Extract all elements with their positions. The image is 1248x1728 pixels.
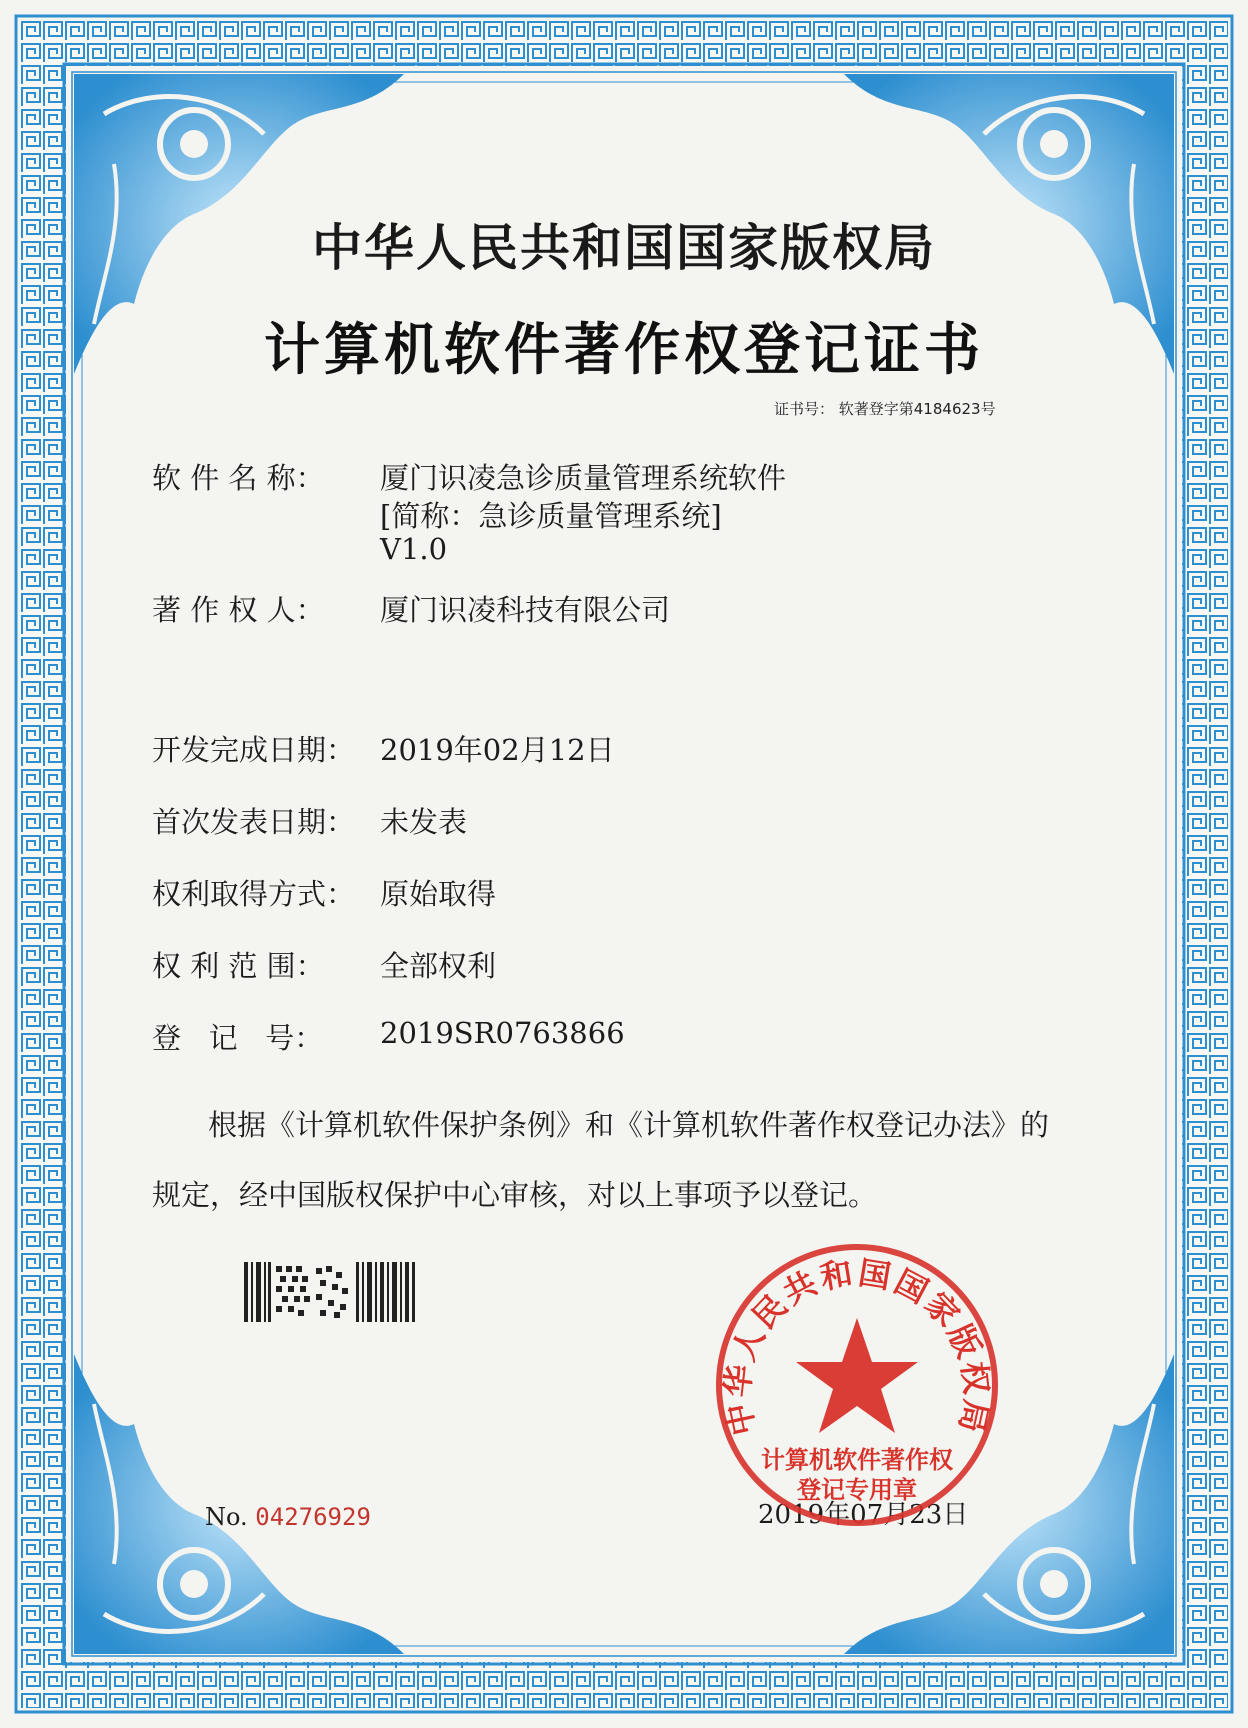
completion-date-label: 开发完成日期：: [152, 733, 356, 767]
completion-date-value: 2019年02月12日: [380, 733, 615, 767]
scope-value: 全部权利: [380, 949, 497, 983]
statement-line-1: 根据《计算机软件保护条例》和《计算机软件著作权登记办法》的: [208, 1108, 1050, 1142]
registration-number-label: 登 记 号：: [152, 1021, 324, 1055]
owner-label: 著 作 权 人：: [152, 593, 325, 627]
scope-label: 权 利 范 围：: [152, 949, 325, 983]
certificate-title: 计算机软件著作权登记证书: [264, 318, 984, 383]
registration-number-value: 2019SR0763866: [380, 1016, 625, 1050]
official-seal: [712, 1240, 1002, 1530]
software-name-value: 厦门识凌急诊质量管理系统软件: [380, 461, 787, 495]
statement-line-2: 规定，经中国版权保护中心审核，对以上事项予以登记。: [152, 1178, 878, 1212]
owner-value: 厦门识凌科技有限公司: [380, 593, 671, 627]
issuing-authority: 中华人民共和国国家版权局: [312, 219, 936, 277]
issue-date: 2019年07月23日: [758, 1500, 969, 1530]
barcode-image: [244, 1262, 420, 1322]
first-publication-label: 首次发表日期：: [152, 805, 356, 839]
acquisition-value: 原始取得: [380, 877, 497, 911]
software-version: V1.0: [380, 532, 448, 566]
seal-outer-text: 中华人民共和国国家版权局: [717, 1253, 997, 1439]
seal-inner-line-1: 计算机软件著作权: [761, 1446, 953, 1474]
acquisition-label: 权利取得方式：: [152, 877, 356, 911]
seal-inner-line-2: 登记专用章: [797, 1476, 917, 1504]
seal-star-icon: [796, 1318, 918, 1433]
software-name-label: 软 件 名 称：: [152, 461, 325, 495]
software-short-name: [简称：急诊质量管理系统]: [380, 499, 722, 533]
certificate-number: 证书号： 软著登字第4184623号: [774, 400, 996, 418]
serial-number: [205, 1503, 371, 1531]
first-publication-value: 未发表: [380, 805, 468, 839]
serial-prefix: No.: [205, 1503, 248, 1531]
serial-number-value: 04276929: [255, 1503, 371, 1531]
